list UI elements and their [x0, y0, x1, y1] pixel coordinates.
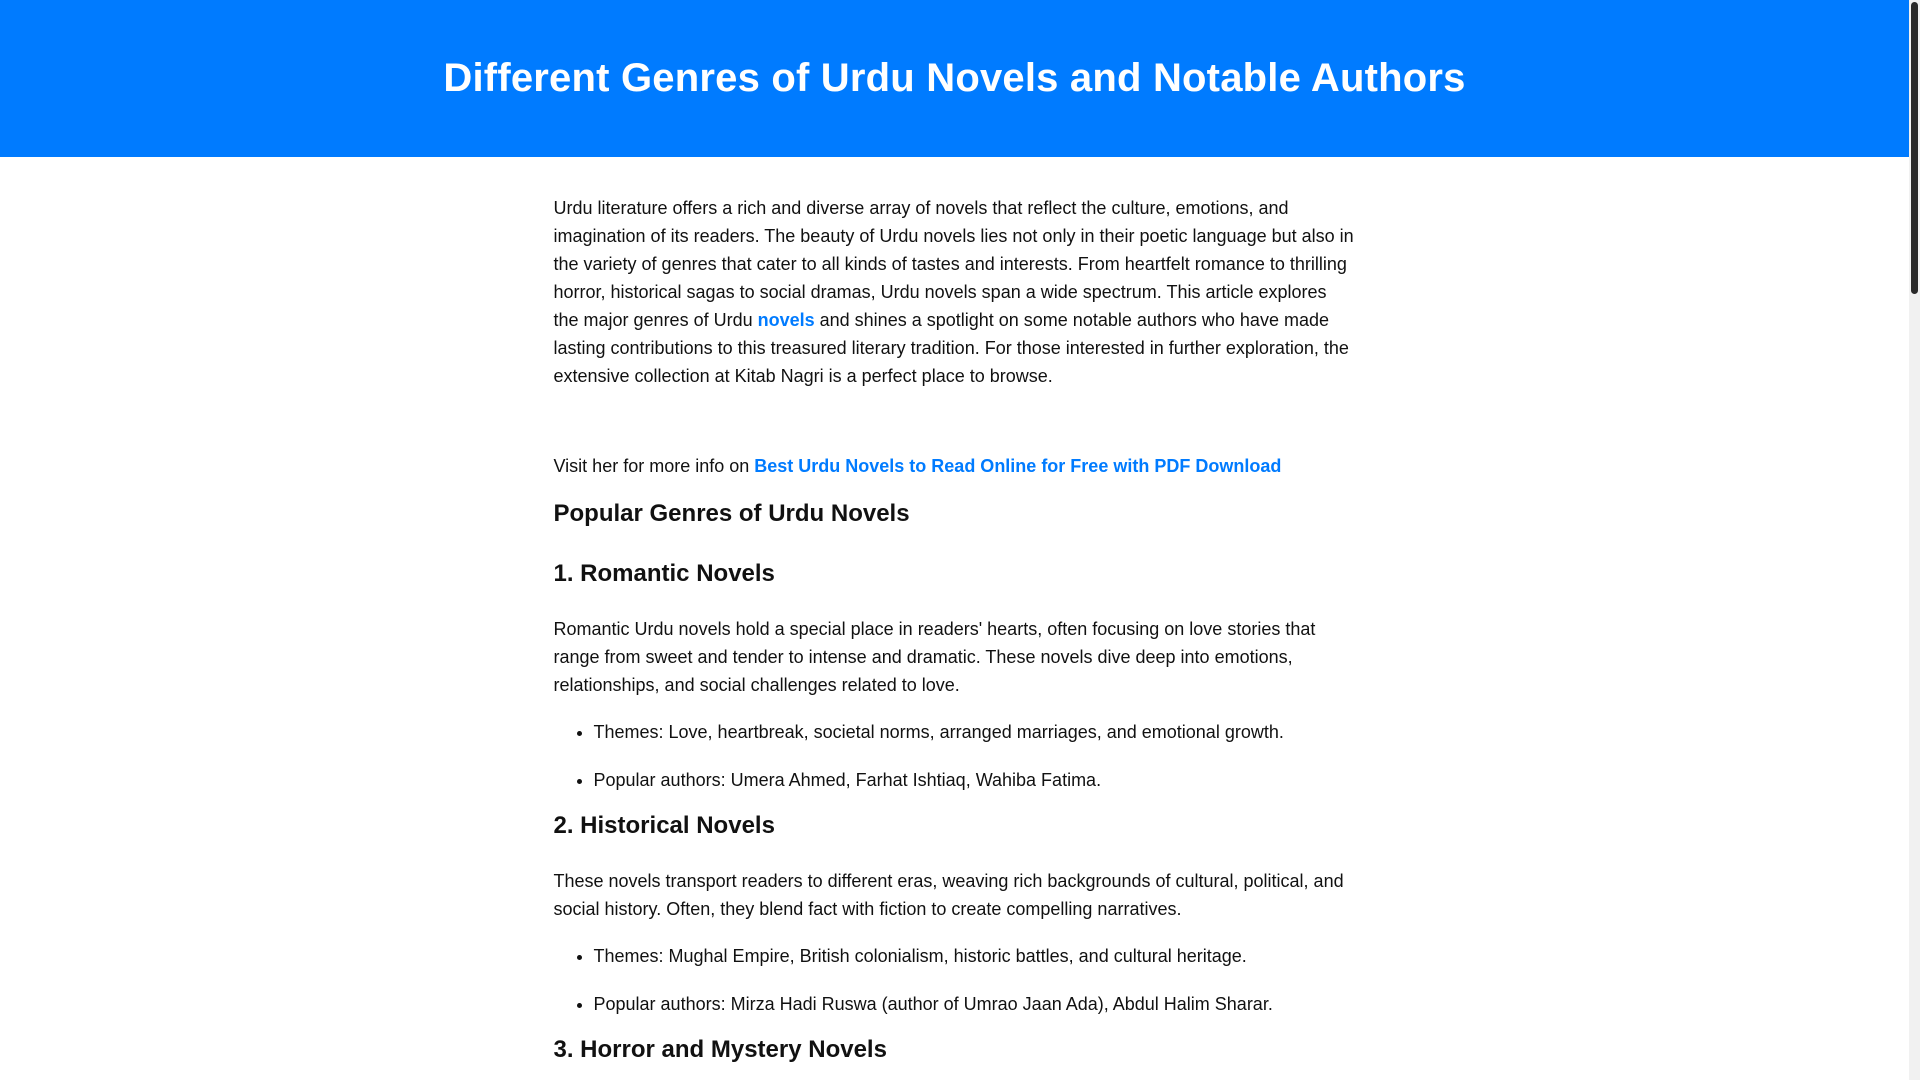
list-item: • Popular authors: Mirza Hadi Ruswa (author of Umrao Jaan Ada), Abdul Halim Sharar. — [594, 990, 1356, 1018]
intro-paragraph — [554, 194, 1356, 390]
visit-prefix: Visit her for more info on — [553, 456, 755, 476]
intro-text-after: and shines a spotlight on some notable authors who have made lasting contributions to this treasured literary tradition. For those interested in further exploration, the extensive collection at Kitab Nagri is a perfect place to browse. — [553, 310, 1349, 386]
article-body — [554, 157, 1356, 1066]
vertical-scrollbar[interactable] — [1909, 0, 1920, 1080]
visit-paragraph — [554, 452, 1356, 480]
page-header — [0, 0, 1909, 157]
section-heading-horror: 3. Horror and Mystery Novels — [553, 1036, 887, 1063]
section-heading-historical: 2. Historical Novels — [553, 812, 775, 839]
historical-bullet-list — [554, 942, 1356, 1018]
list-item: • Themes: Mughal Empire, British colonialism, historic battles, and cultural heritage. — [594, 942, 1356, 970]
scrollbar-thumb[interactable] — [1911, 2, 1918, 294]
romantic-bullet-list — [554, 718, 1356, 794]
section-description-romantic: Romantic Urdu novels hold a special place in readers' hearts, often focusing on love stories that range from sweet and tender to intense and dramatic. These novels dive deep into emotions, relationships, and social challenges related to love. — [553, 619, 1316, 695]
page-title: Different Genres of Urdu Novels and Notable Authors — [443, 56, 1466, 100]
novels-link[interactable]: novels — [757, 310, 815, 330]
section-description-historical: These novels transport readers to different eras, weaving rich backgrounds of cultural, political, and social history. Often, they blend fact with fiction to create compelling narratives. — [553, 871, 1344, 919]
intro-text-before: Urdu literature offers a rich and diverse array of novels that reflect the culture, emotions, and imagination of its readers. The beauty of Urdu novels lies not only in their poetic language but also in the variety of genres that cater to all kinds of tastes and interests. From heartfelt romance to thrilling horror, historical sagas to social dramas, Urdu novels span a wide spectrum. This article explores the major genres of Urdu — [553, 198, 1354, 330]
list-item: • Themes: Love, heartbreak, societal norms, arranged marriages, and emotional growth. — [594, 718, 1356, 746]
best-urdu-novels-link[interactable]: Best Urdu Novels to Read Online for Free with PDF Download — [754, 456, 1282, 476]
genres-heading: Popular Genres of Urdu Novels — [553, 500, 910, 527]
section-heading-romantic: 1. Romantic Novels — [553, 560, 775, 587]
list-item: • Popular authors: Umera Ahmed, Farhat Ishtiaq, Wahiba Fatima. — [594, 766, 1356, 794]
